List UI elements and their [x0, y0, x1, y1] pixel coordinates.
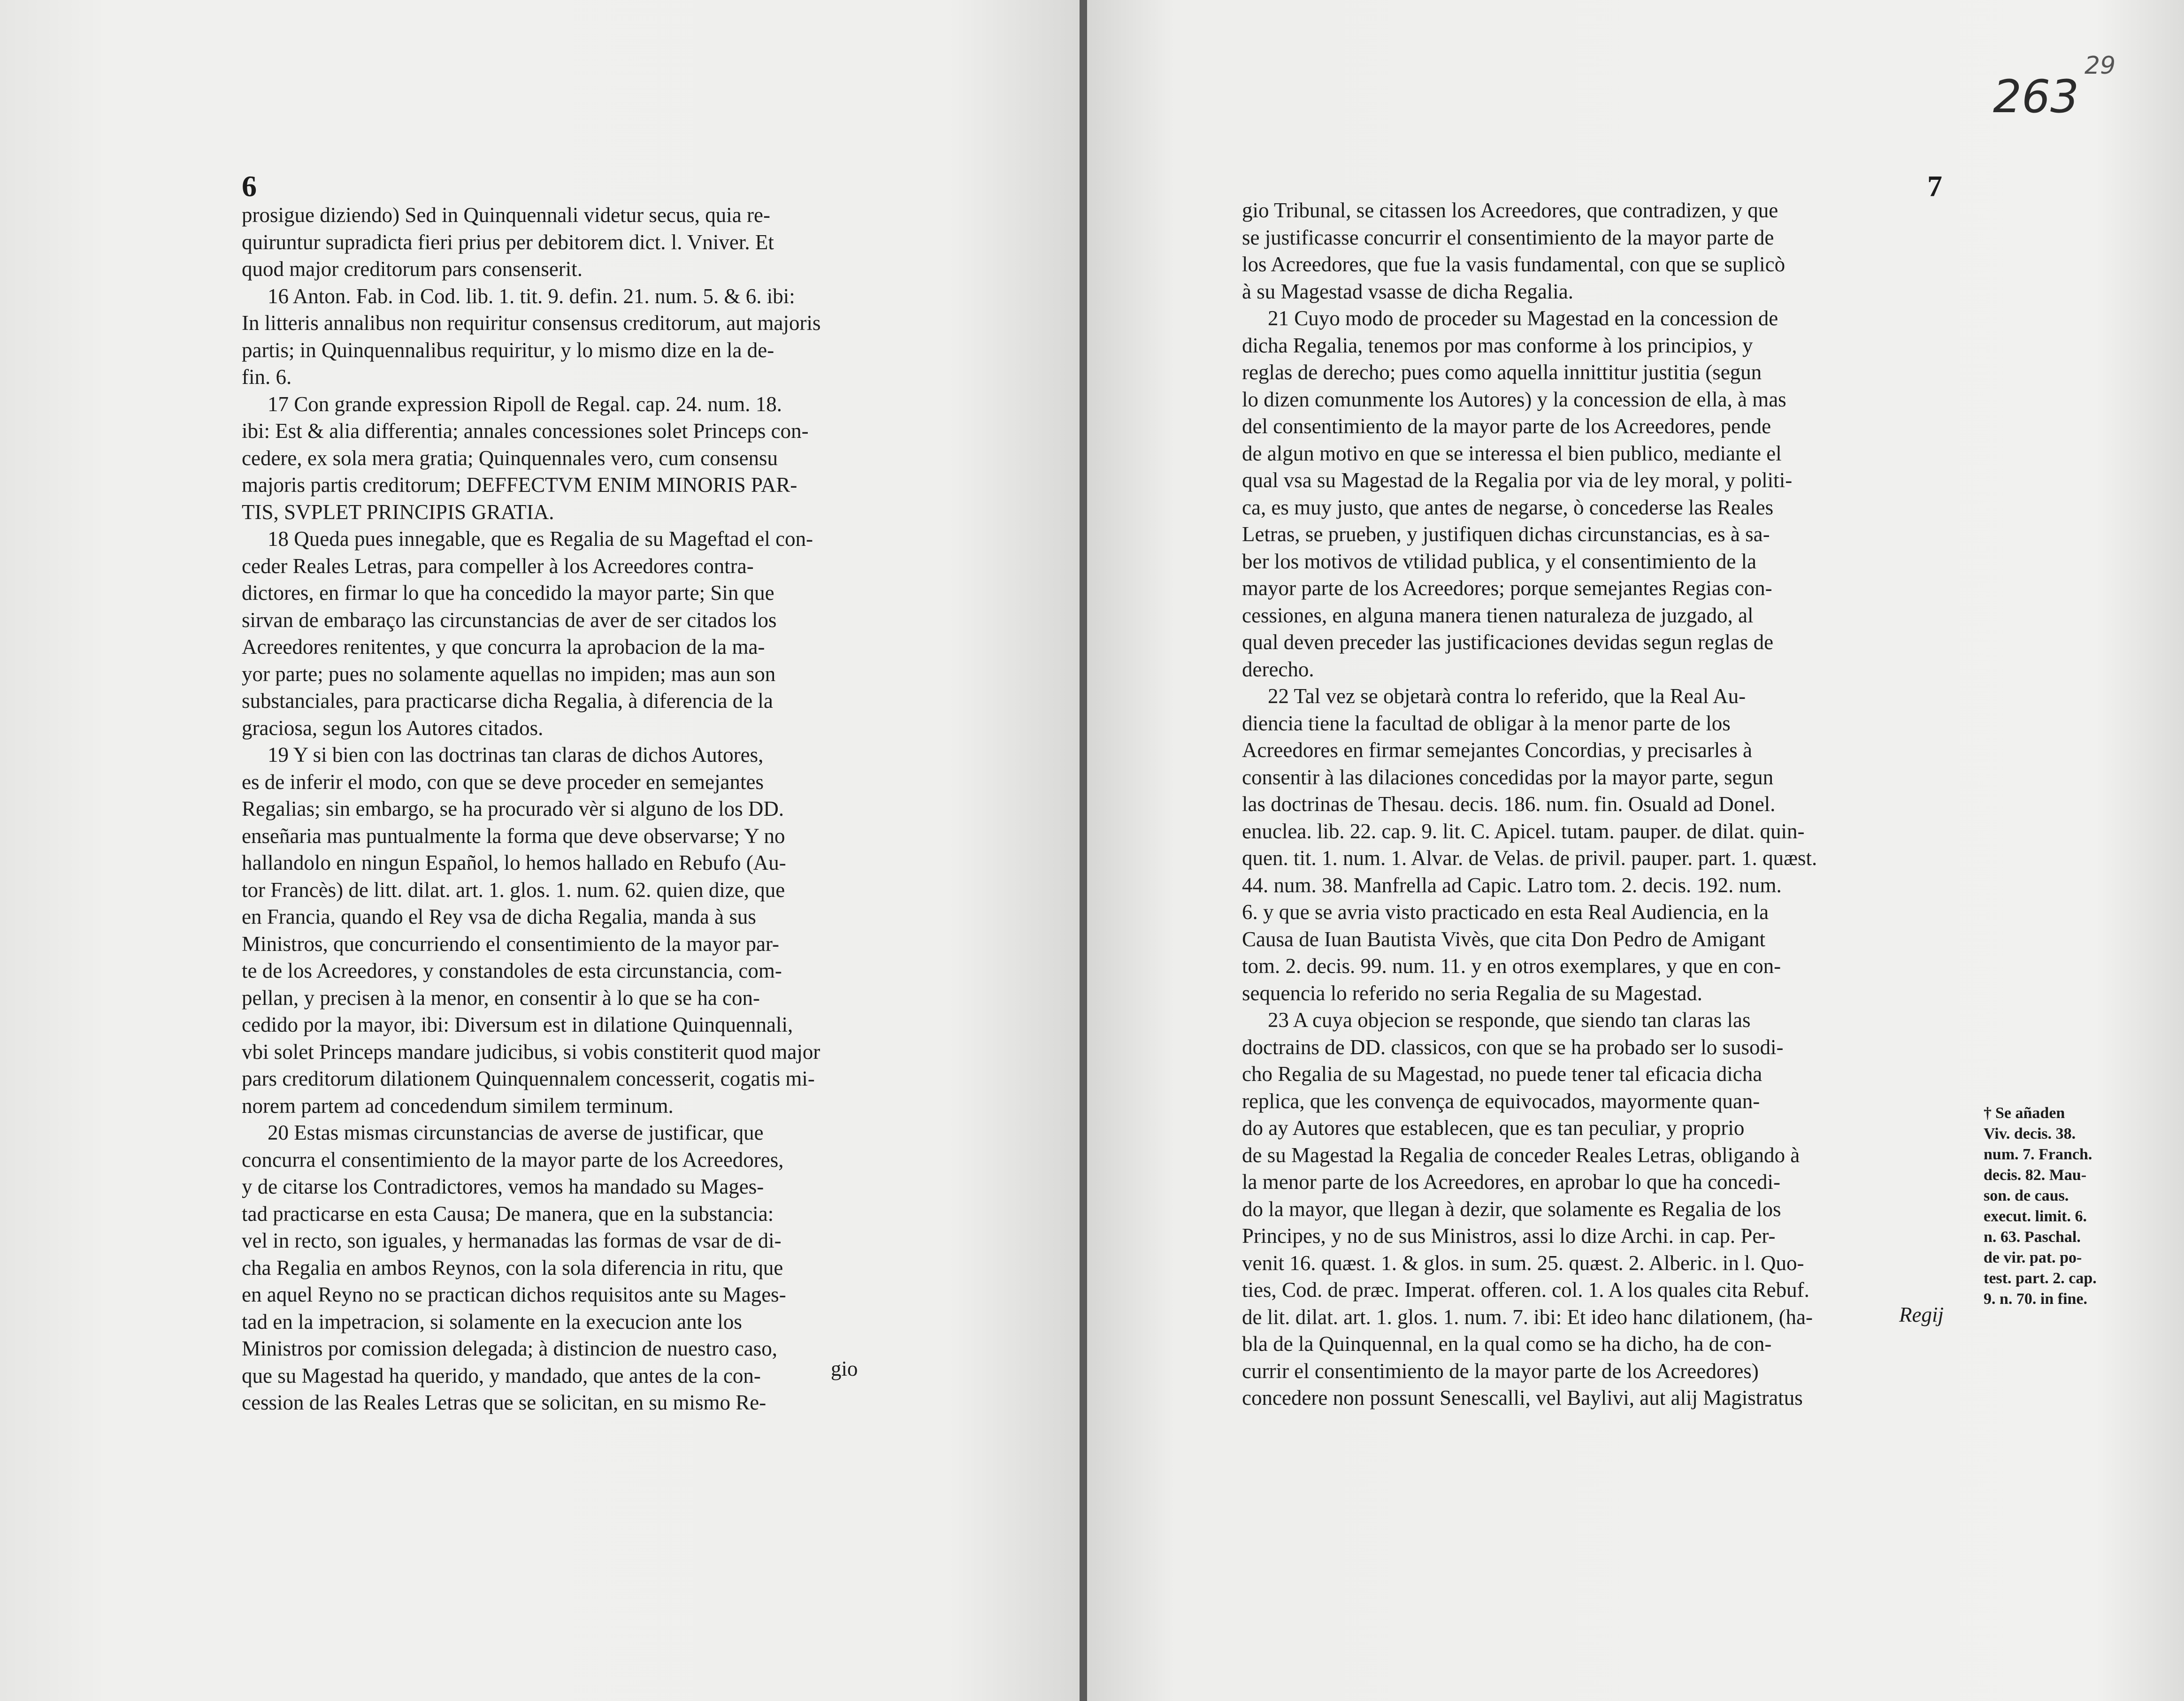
text-line: los Acreedores, que fue la vasis fundamental, con que se suplicò [1242, 253, 1786, 276]
text-line: hallandolo en ningun Español, lo hemos hallado en Rebufo (Au- [242, 851, 786, 874]
text-line: se justificasse concurrir el consentimiento de la mayor parte de [1242, 225, 1774, 249]
text-line: concurra el consentimiento de la mayor parte de los Acreedores, [242, 1148, 784, 1172]
text-line: fin. 6. [242, 365, 292, 389]
marginal-note-line [1984, 1103, 2106, 1124]
marginal-note-text: son. de caus. [1984, 1187, 2069, 1204]
text-line: qual deven preceder las justificaciones devidas segun reglas de [1242, 630, 1774, 654]
text-line: Ministros, que concurriendo el consentimiento de la mayor par- [242, 932, 780, 956]
text-line: Acreedores en firmar semejantes Concordias, y precisarles à [1242, 738, 1753, 762]
text-line: cedido por la mayor, ibi: Diversum est in dilatione Quinquennali, [242, 1013, 793, 1036]
text-line: dicha Regalia, tenemos por mas conforme à los principios, y [1242, 333, 1753, 357]
text-line: de su Magestad la Regalia de conceder Reales Letras, obligando à [1242, 1143, 1800, 1167]
text-line: ber los motivos de vtilidad publica, y el consentimiento de la [1242, 549, 1757, 573]
text-line: dictores, en firmar lo que ha concedido la mayor parte; Sin que [242, 581, 774, 605]
folio-number: 263 [1993, 70, 2079, 123]
text-line: en Francia, quando el Rey vsa de dicha Regalia, manda à sus [242, 905, 756, 928]
text-line: las doctrinas de Thesau. decis. 186. num. fin. Osuald ad Donel. [1242, 792, 1776, 816]
text-line: partis; in Quinquennalibus requiritur, y lo mismo dize en la de- [242, 338, 774, 362]
text-line: cessiones, en alguna manera tienen naturaleza de juzgado, al [1242, 603, 1754, 627]
text-line: gio Tribunal, se citassen los Acreedores, que contradizen, y que [1242, 199, 1778, 222]
marginal-note-text: 9. n. 70. in fine. [1984, 1290, 2088, 1308]
text-line: lo dizen comunmente los Autores) y la concession de ella, à mas [1242, 387, 1786, 411]
text-line: prosigue diziendo) Sed in Quinquennali videtur secus, quia re- [242, 203, 770, 227]
text-line: sirvan de embaraço las circunstancias de aver de ser citados los [242, 608, 777, 632]
text-line: tom. 2. decis. 99. num. 11. y en otros exemplares, y que en con- [1242, 954, 1781, 978]
marginal-note-text: test. part. 2. cap. [1984, 1270, 2097, 1287]
text-line: 6. y que se avria visto practicado en esta Real Audiencia, en la [1242, 900, 1769, 924]
marginal-note-text: num. 7. Franch. [1984, 1146, 2092, 1163]
text-line: enseñaria mas puntualmente la forma que deve observarse; Y no [242, 824, 785, 848]
text-line: replica, que les convença de equivocados, mayormente quan- [1242, 1089, 1760, 1113]
marginal-note-line [1984, 1186, 2106, 1206]
marginal-note-line [1984, 1268, 2106, 1289]
text-line: do la mayor, que llegan à dezir, que solamente es Regalia de los [1242, 1197, 1781, 1221]
text-line: venit 16. quæst. 1. & glos. in sum. 25. quæst. 2. Alberic. in l. Quo- [1242, 1251, 1804, 1275]
text-line: ties, Cod. de præc. Imperat. offeren. col. 1. A los quales cita Rebuf. [1242, 1278, 1809, 1302]
marginal-note-text: de vir. pat. po- [1984, 1249, 2082, 1266]
page-body-text [1242, 197, 1932, 1412]
text-line: la menor parte de los Acreedores, en aprobar lo que ha concedi- [1242, 1170, 1780, 1194]
text-line: tad practicarse en esta Causa; De manera, que en la substancia: [242, 1202, 774, 1226]
marginal-note-line [1984, 1227, 2106, 1248]
text-line: 23 A cuya objecion se responde, que siendo tan claras las [1268, 1008, 1751, 1032]
text-line: à su Magestad vsasse de dicha Regalia. [1242, 279, 1574, 303]
text-line: Principes, y no de sus Ministros, assi lo dize Archi. in cap. Per- [1242, 1224, 1776, 1248]
folio-number-old: 29 [2084, 52, 2116, 80]
text-line: de algun motivo en que se interessa el bien publico, mediante el [1242, 441, 1782, 465]
text-line: Letras, se prueben, y justifiquen dichas circunstancias, es à sa- [1242, 522, 1770, 546]
marginal-note-line [1984, 1144, 2106, 1165]
text-line: de lit. dilat. art. 1. glos. 1. num. 7. ibi: Et ideo hanc dilationem, (ha- [1242, 1305, 1813, 1329]
marginal-note-text: execut. limit. 6. [1984, 1208, 2087, 1225]
text-line: 19 Y si bien con las doctrinas tan claras de dichos Autores, [268, 743, 764, 766]
text-line: 18 Queda pues innegable, que es Regalia de su Mageftad el con- [268, 527, 813, 551]
text-line: diencia tiene la facultad de obligar à la menor parte de los [1242, 711, 1731, 735]
text-line: vel in recto, son iguales, y hermanadas las formas de vsar de di- [242, 1229, 782, 1252]
text-line: majoris partis creditorum; DEFFECTVM ENIM MINORIS PAR- [242, 473, 797, 497]
text-line: 20 Estas mismas circunstancias de averse de justificar, que [268, 1121, 764, 1144]
text-line: qual vsa su Magestad de la Regalia por via de ley moral, y politi- [1242, 468, 1793, 492]
text-line: cho Regalia de su Magestad, no puede tener tal eficacia dicha [1242, 1062, 1763, 1086]
text-line: substanciales, para practicarse dicha Regalia, à diferencia de la [242, 689, 773, 713]
marginal-note-text: Se añaden [1995, 1104, 2065, 1122]
text-line: quiruntur supradicta fieri prius per debitorem dict. l. Vniver. Et [242, 230, 774, 254]
catchword: Regij [1899, 1303, 1944, 1326]
text-line: yor parte; pues no solamente aquellas no impiden; mas aun son [242, 662, 776, 686]
text-line: Regalias; sin embargo, se ha procurado vèr si alguno de los DD. [242, 797, 784, 820]
text-line: ca, es muy justo, que antes de negarse, ò concederse las Reales [1242, 495, 1774, 519]
text-line: Ministros por comission delegada; à distincion de nuestro caso, [242, 1337, 778, 1360]
text-line: te de los Acreedores, y constandoles de esta circunstancia, com- [242, 959, 782, 982]
text-line: ibi: Est & alia differentia; annales concessiones solet Princeps con- [242, 419, 809, 443]
text-line: 22 Tal vez se objetarà contra lo referido, que la Real Au- [1268, 684, 1746, 708]
text-line: norem partem ad concedendum similem terminum. [242, 1094, 674, 1118]
text-line: reglas de derecho; pues como aquella innittitur justitia (segun [1242, 360, 1762, 384]
text-line: doctrains de DD. classicos, con que se ha probado ser lo susodi- [1242, 1035, 1784, 1059]
text-line: 44. num. 38. Manfrella ad Capic. Latro tom. 2. decis. 192. num. [1242, 873, 1782, 897]
text-line: bla de la Quinquennal, en la qual como se ha dicho, ha de con- [1242, 1332, 1772, 1356]
text-line: 21 Cuyo modo de proceder su Magestad en la concession de [1268, 306, 1778, 330]
marginal-note-line [1984, 1248, 2106, 1268]
text-line: concedere non possunt Senescalli, vel Baylivi, aut alij Magistratus [1242, 1386, 1803, 1410]
text-line: ceder Reales Letras, para compeller à los Acreedores contra- [242, 554, 754, 578]
text-line: tor Francès) de litt. dilat. art. 1. glos. 1. num. 62. quien dize, que [242, 878, 785, 902]
book-gutter [1080, 0, 1087, 1701]
text-line: pellan, y precisen à la menor, en consentir à lo que se ha con- [242, 986, 760, 1010]
text-line: pars creditorum dilationem Quinquennalem concesserit, cogatis mi- [242, 1067, 815, 1090]
text-line: tad en la impetracion, si solamente en la execucion ante los [242, 1310, 742, 1333]
text-line: cha Regalia en ambos Reynos, con la sola diferencia in ritu, que [242, 1256, 783, 1280]
text-line: Causa de Iuan Bautista Vivès, que cita Don Pedro de Amigant [1242, 927, 1765, 951]
text-line: derecho. [1242, 657, 1314, 681]
text-line: graciosa, segun los Autores citados. [242, 716, 544, 740]
page-number: 7 [1927, 169, 1942, 203]
marginal-note-text: Viv. decis. 38. [1984, 1125, 2076, 1142]
catchword: gio [831, 1357, 858, 1380]
text-line: en aquel Reyno no se practican dichos requisitos ante su Mages- [242, 1283, 786, 1306]
text-line: quod major creditorum pars consenserit. [242, 257, 583, 281]
marginal-note-line [1984, 1206, 2106, 1227]
right-page [1087, 0, 2184, 1701]
marginal-note-text: decis. 82. Mau- [1984, 1166, 2087, 1184]
text-line: del consentimiento de la mayor parte de los Acreedores, pende [1242, 414, 1771, 438]
text-line: TIS, SVPLET PRINCIPIS GRATIA. [242, 500, 554, 524]
marginal-note-line [1984, 1124, 2106, 1144]
text-line: y de citarse los Contradictores, vemos ha mandado su Mages- [242, 1175, 764, 1198]
marginal-note-line [1984, 1289, 2106, 1310]
text-line: enuclea. lib. 22. cap. 9. lit. C. Apicel. tutam. pauper. de dilat. quin- [1242, 819, 1805, 843]
text-line: Acreedores renitentes, y que concurra la aprobacion de la ma- [242, 635, 765, 659]
text-line: cession de las Reales Letras que se solicitan, en su mismo Re- [242, 1391, 766, 1414]
marginal-note-line [1984, 1165, 2106, 1186]
text-line: es de inferir el modo, con que se deve proceder en semejantes [242, 770, 764, 794]
text-line: vbi solet Princeps mandare judicibus, si vobis constiterit quod major [242, 1040, 820, 1064]
text-line: cedere, ex sola mera gratia; Quinquennales vero, cum consensu [242, 446, 778, 470]
text-line: que su Magestad ha querido, y mandado, que antes de la con- [242, 1364, 761, 1387]
text-line: do ay Autores que establecen, que es tan peculiar, y proprio [1242, 1116, 1745, 1140]
text-line: 16 Anton. Fab. in Cod. lib. 1. tit. 9. defin. 21. num. 5. & 6. ibi: [268, 284, 795, 308]
text-line: consentir à las dilaciones concedidas por la mayor parte, segun [1242, 765, 1774, 789]
dagger-mark: † [1984, 1104, 1992, 1122]
text-line: sequencia lo referido no seria Regalia de su Magestad. [1242, 981, 1702, 1005]
marginal-note [1984, 1103, 2106, 1310]
left-page [0, 0, 1080, 1701]
marginal-note-text: n. 63. Paschal. [1984, 1228, 2081, 1246]
text-line: mayor parte de los Acreedores; porque semejantes Regias con- [1242, 576, 1772, 600]
text-line: In litteris annalibus non requiritur consensus creditorum, aut majoris [242, 311, 821, 335]
page-number: 6 [242, 169, 257, 203]
text-line: 17 Con grande expression Ripoll de Regal. cap. 24. num. 18. [268, 392, 782, 416]
page-body-text [242, 202, 918, 1417]
text-line: quen. tit. 1. num. 1. Alvar. de Velas. de privil. pauper. part. 1. quæst. [1242, 846, 1817, 870]
text-line: currir el consentimiento de la mayor parte de los Acreedores) [1242, 1359, 1759, 1383]
